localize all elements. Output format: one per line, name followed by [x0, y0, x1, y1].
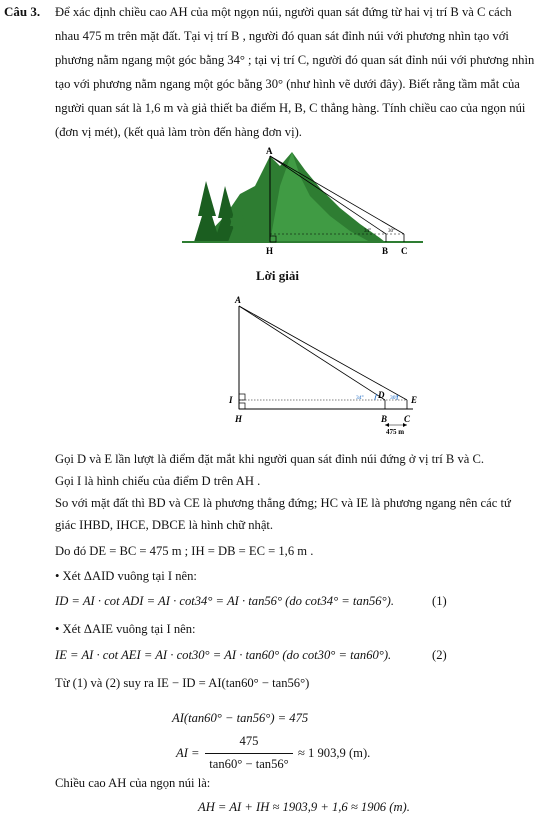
- question-line-1: Để xác định chiều cao AH của một ngọn núi, người quan sát đứng từ hai vị trí B và C cách: [55, 5, 512, 19]
- solution-line-5: Do đó DE = BC = 475 m ; IH = DB = EC = 1,6 m .: [55, 544, 314, 558]
- tree-1: [194, 181, 220, 242]
- equation-4-denominator: tan60° − tan56°: [209, 757, 289, 771]
- solution-title: Lời giải: [256, 268, 299, 283]
- right-angle-i: [239, 394, 245, 400]
- solution-line-4: giác IHBD, IHCE, DBCE là hình chữ nhật.: [55, 518, 274, 532]
- angle-label-c: 30°: [388, 229, 395, 234]
- solution-line-10: Từ (1) và (2) suy ra IE − ID = AI(tan60° − tan56°): [55, 676, 310, 690]
- angle-label-e: 30°: [390, 395, 398, 401]
- label-b: B: [381, 414, 388, 424]
- equation-1-number: (1): [432, 594, 447, 608]
- question-line-6: (đơn vị mét), (kết quả làm tròn đến hàng đơn vị).: [55, 125, 302, 139]
- solution-line-13: Chiều cao AH của ngọn núi là:: [55, 776, 211, 790]
- solution-line-8: • Xét ΔAIE vuông tại I nên:: [55, 622, 196, 636]
- solution-figure: [225, 292, 430, 442]
- question-label: Câu 3.: [4, 4, 41, 19]
- label-d: D: [378, 390, 385, 400]
- equation-4-rhs: ≈ 1 903,9 (m).: [298, 746, 371, 760]
- solution-line-3: So với mặt đất thì BD và CE là phương thẳng đứng; HC và IE là phương ngang nên các tứ: [55, 496, 511, 510]
- question-line-3: phương nằm ngang một góc bằng 34° ; tại vị trí C, người đó quan sát đỉnh núi với phương nhìn: [55, 53, 535, 67]
- right-angle-h: [239, 403, 245, 409]
- label-c: C: [404, 414, 411, 424]
- solution-line-6: • Xét ΔAID vuông tại I nên:: [55, 569, 197, 583]
- label-h: H: [235, 414, 243, 424]
- equation-4-lhs: AI =: [176, 746, 200, 760]
- label-a: A: [266, 146, 273, 156]
- label-e: E: [411, 395, 418, 405]
- mountain-figure: [180, 146, 425, 258]
- question-line-5: người quan sát là 1,6 m và giả thiết ba điểm H, B, C thẳng hàng. Tính chiều cao của ngọn núi: [55, 101, 526, 115]
- equation-4-numerator: 475: [239, 734, 259, 748]
- question-line-4: tạo với phương nằm ngang một góc bằng 30° (như hình vẽ dưới đây). Biết rằng tầm mắt của: [55, 77, 520, 91]
- equation-5: AH = AI + IH ≈ 1903,9 + 1,6 ≈ 1906 (m).: [198, 800, 410, 814]
- label-c: C: [401, 246, 408, 256]
- angle-label-d: 34°: [356, 395, 364, 401]
- equation-2: IE = AI · cot AEI = AI · cot30° = AI · tan60° (do cot30° = tan60°).: [55, 648, 392, 662]
- equation-1: ID = AI · cot ADI = AI · cot34° = AI · tan56° (do cot34° = tan56°).: [55, 594, 394, 608]
- angle-label-b: 34°: [364, 229, 371, 234]
- line-ae: [239, 306, 407, 400]
- equation-2-number: (2): [432, 648, 447, 662]
- line-ad: [239, 306, 385, 400]
- angle-arc-d: [375, 394, 377, 400]
- label-a: A: [235, 295, 242, 305]
- question-line-2: nhau 475 m trên mặt đất. Tại vị trí B , người đó quan sát đỉnh núi với phương nhìn tạo với: [55, 29, 509, 43]
- solution-line-1: Gọi D và E lần lượt là điểm đặt mắt khi người quan sát đỉnh núi đứng ở vị trí B và C.: [55, 452, 485, 466]
- label-h: H: [266, 246, 274, 256]
- label-i: I: [229, 395, 233, 405]
- label-b: B: [382, 246, 389, 256]
- equation-3: AI(tan60° − tan56°) = 475: [172, 711, 309, 725]
- dimension-label-bc: 475 m: [386, 428, 405, 436]
- solution-line-2: Gọi I là hình chiếu của điểm D trên AH .: [55, 474, 261, 488]
